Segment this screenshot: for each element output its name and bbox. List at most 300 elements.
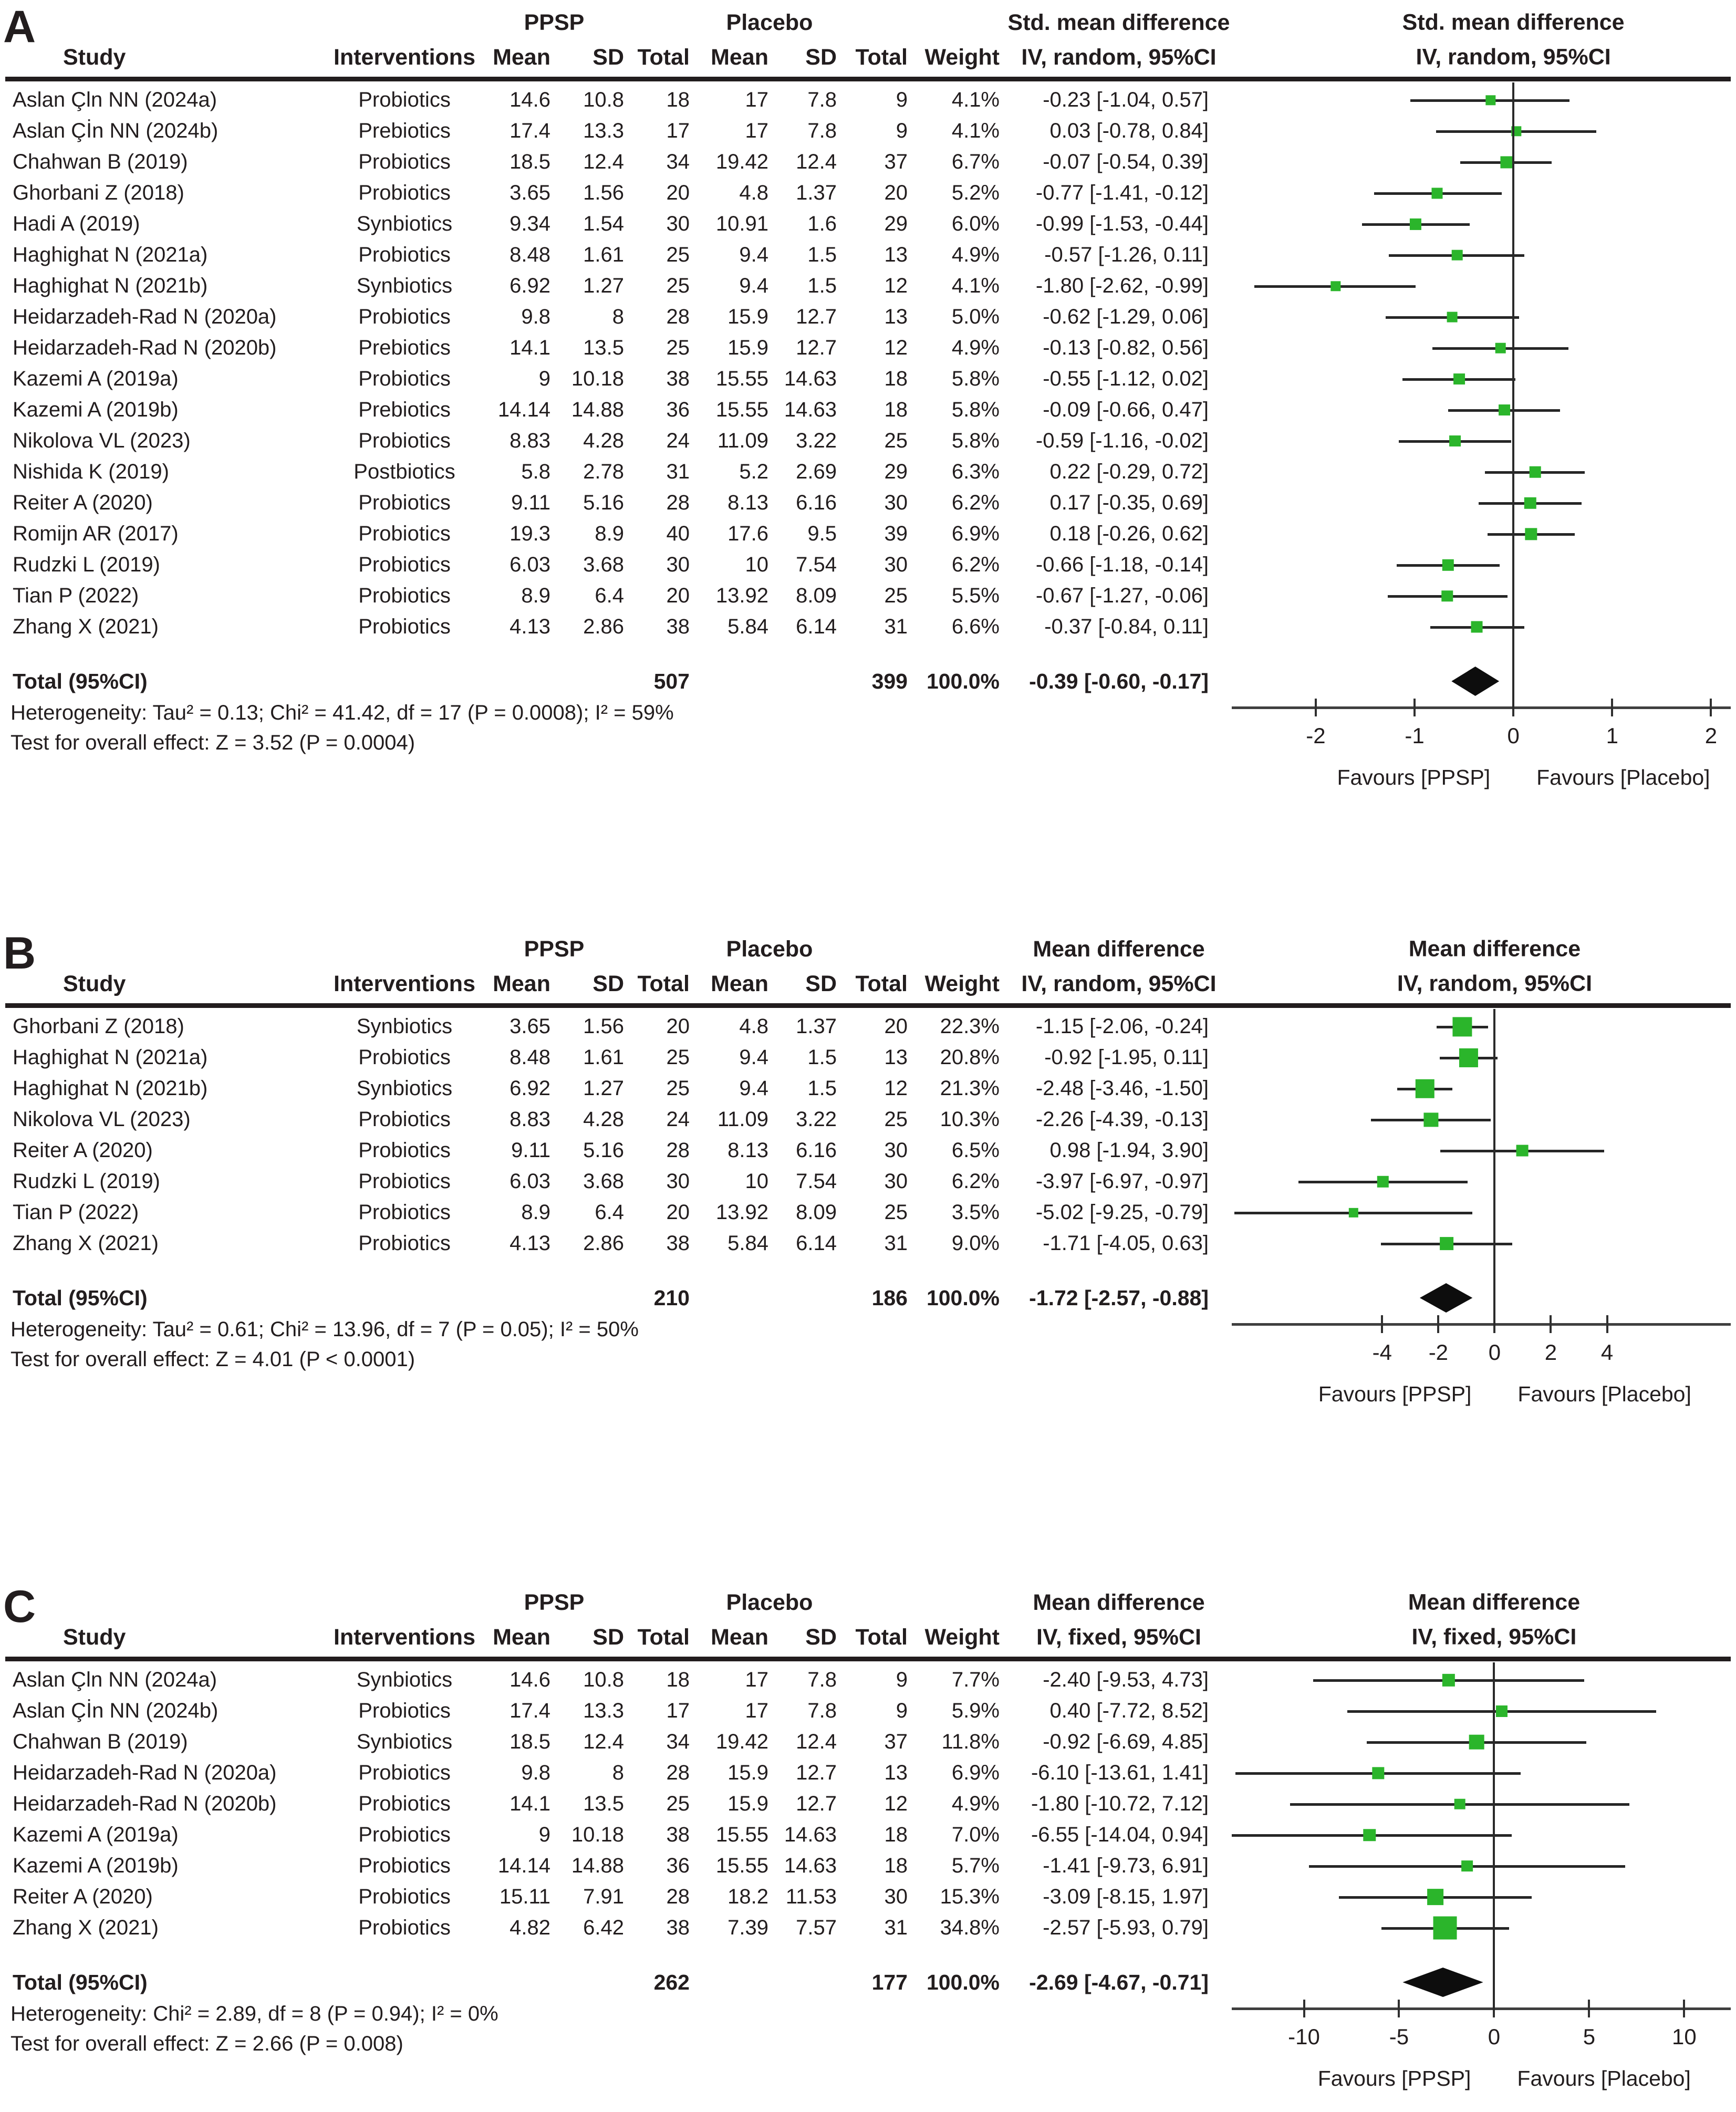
cell-mean-ppsp: 5.8	[521, 460, 550, 483]
cell-study-name: Kazemi A (2019b)	[13, 1854, 179, 1877]
cell-sd-ppsp: 3.68	[583, 553, 624, 576]
cell-weight: 9.0%	[951, 1232, 1000, 1255]
study-row	[5, 611, 1731, 642]
effect-marker	[1471, 621, 1483, 633]
column-header-sd-ppsp: SD	[592, 1624, 624, 1650]
cell-forest-plot	[1232, 1912, 1731, 1943]
cell-mean-ppsp: 9.34	[510, 212, 550, 235]
cell-mean-placebo: 8.13	[727, 1139, 768, 1162]
cell-ci-text: 0.40 [-7.72, 8.52]	[1049, 1699, 1209, 1722]
effect-marker	[1449, 435, 1461, 447]
cell-sd-placebo: 8.09	[796, 584, 837, 607]
cell-sd-placebo: 12.7	[796, 336, 837, 359]
cell-forest-plot	[1232, 85, 1731, 116]
axis-tick	[1437, 1315, 1439, 1333]
cell-ci-text: -0.92 [-1.95, 0.11]	[1044, 1046, 1209, 1069]
cell-weight: 6.9%	[951, 522, 1000, 545]
axis-tick-label: -5	[1389, 2024, 1409, 2049]
plot-column-header	[1232, 1585, 1731, 1620]
column-header-total-ppsp: Total	[637, 1624, 690, 1650]
cell-forest-plot	[1232, 1073, 1731, 1104]
cell-ci-text: 0.03 [-0.78, 0.84]	[1049, 119, 1209, 142]
effect-marker	[1516, 1145, 1528, 1157]
cell-sd-placebo: 12.4	[796, 150, 837, 173]
cell-study-name: Ghorbani Z (2018)	[13, 1015, 184, 1038]
cell-mean-placebo: 15.9	[727, 1761, 768, 1784]
study-row	[5, 1912, 1731, 1943]
effect-marker	[1364, 1829, 1376, 1841]
effect-marker	[1485, 95, 1495, 105]
cell-sd-placebo: 1.37	[796, 181, 837, 204]
cell-mean-ppsp: 9	[538, 1823, 550, 1846]
total-forest-plot	[1232, 1965, 1731, 1999]
axis-tick	[1381, 1315, 1383, 1333]
cell-weight: 22.3%	[940, 1015, 1000, 1038]
cell-total-ppsp: 18	[666, 1668, 690, 1691]
column-header-sd-placebo: SD	[805, 971, 837, 996]
cell-sd-placebo: 8.09	[796, 1201, 837, 1224]
cell-total-placebo: 30	[884, 1139, 908, 1162]
cell-sd-ppsp: 13.5	[583, 336, 624, 359]
axis-tick-label: -10	[1288, 2024, 1320, 2049]
cell-mean-ppsp: 14.6	[510, 88, 550, 111]
cell-intervention: Prebiotics	[358, 398, 451, 421]
cell-mean-placebo: 4.8	[739, 1015, 768, 1038]
study-row	[5, 332, 1731, 363]
cell-mean-ppsp: 8.9	[521, 584, 550, 607]
study-row	[5, 580, 1731, 611]
effect-marker	[1427, 1889, 1444, 1906]
cell-mean-ppsp: 8.83	[510, 1108, 550, 1131]
column-header-total-placebo: Total	[855, 1624, 908, 1650]
cell-weight: 7.7%	[951, 1668, 1000, 1691]
cell-total-placebo: 12	[884, 1077, 908, 1100]
zero-reference-line	[1493, 1662, 1495, 2010]
effect-marker	[1452, 249, 1463, 261]
cell-total-placebo: 18	[884, 367, 908, 390]
total-ppsp-n: 262	[653, 1970, 690, 1994]
axis-tick-label: 0	[1488, 2024, 1501, 2049]
cell-sd-ppsp: 7.91	[583, 1885, 624, 1908]
column-header-study: Study	[63, 971, 126, 996]
plot-model-header	[1232, 40, 1731, 75]
cell-forest-plot	[1232, 1042, 1731, 1073]
cell-intervention: Synbiotics	[356, 1077, 453, 1100]
cell-sd-ppsp: 6.4	[595, 584, 624, 607]
cell-mean-placebo: 5.84	[727, 615, 768, 638]
total-forest-plot	[1232, 664, 1731, 698]
cell-ci-text: -0.37 [-0.84, 0.11]	[1044, 615, 1209, 638]
cell-sd-placebo: 3.22	[796, 1108, 837, 1131]
axis-tick-label: -1	[1405, 723, 1425, 748]
cell-forest-plot	[1232, 178, 1731, 209]
cell-total-placebo: 30	[884, 491, 908, 514]
cell-total-ppsp: 36	[666, 1854, 690, 1877]
cell-total-ppsp: 20	[666, 181, 690, 204]
cell-total-placebo: 37	[884, 150, 908, 173]
cell-study-name: Nishida K (2019)	[13, 460, 169, 483]
cell-sd-placebo: 14.63	[784, 398, 837, 421]
spacer	[5, 642, 1731, 664]
cell-mean-ppsp: 4.82	[510, 1916, 550, 1939]
group1-header: PPSP	[524, 1589, 585, 1615]
study-row	[5, 1228, 1731, 1259]
panel-label-c: C	[3, 1582, 36, 1632]
cell-forest-plot	[1232, 147, 1731, 178]
cell-mean-placebo: 9.4	[739, 1077, 768, 1100]
panel-footer	[5, 1999, 1731, 2112]
cell-mean-ppsp: 9.11	[511, 491, 550, 514]
cell-sd-ppsp: 2.86	[583, 615, 624, 638]
cell-total-ppsp: 28	[666, 1761, 690, 1784]
axis-tick-label: 2	[1544, 1340, 1557, 1365]
forest-plot-panel-a	[0, 2, 1736, 811]
cell-mean-ppsp: 15.11	[499, 1885, 550, 1908]
effect-column-header: Std. mean difference	[1007, 9, 1230, 35]
cell-forest-plot	[1232, 1135, 1731, 1166]
cell-sd-ppsp: 10.8	[583, 88, 624, 111]
cell-total-placebo: 18	[884, 1823, 908, 1846]
cell-forest-plot	[1232, 1881, 1731, 1912]
cell-intervention: Probiotics	[358, 1699, 451, 1722]
cell-mean-placebo: 11.09	[717, 429, 768, 452]
cell-mean-placebo: 10	[745, 1170, 768, 1193]
cell-total-placebo: 31	[884, 1916, 908, 1939]
axis-area	[1232, 1315, 1731, 1428]
cell-weight: 5.8%	[951, 429, 1000, 452]
study-row	[5, 85, 1731, 116]
column-header-mean-placebo: Mean	[711, 1624, 768, 1650]
axis-tick	[1606, 1315, 1608, 1333]
cell-sd-ppsp: 1.54	[583, 212, 624, 235]
cell-total-placebo: 30	[884, 1170, 908, 1193]
cell-study-name: Heidarzadeh-Rad N (2020b)	[13, 1792, 277, 1815]
cell-intervention: Probiotics	[358, 181, 451, 204]
study-row	[5, 178, 1731, 209]
effect-marker	[1453, 373, 1465, 385]
cell-mean-placebo: 5.84	[727, 1232, 768, 1255]
cell-intervention: Synbiotics	[356, 1668, 453, 1691]
cell-ci-text: 0.98 [-1.94, 3.90]	[1049, 1139, 1209, 1162]
cell-sd-ppsp: 8	[612, 1761, 624, 1784]
group-header-row	[5, 1585, 1731, 1620]
effect-marker	[1529, 466, 1541, 478]
cell-mean-placebo: 5.2	[739, 460, 768, 483]
axis-tick	[1588, 2000, 1590, 2017]
cell-sd-placebo: 14.63	[784, 1823, 837, 1846]
cell-intervention: Synbiotics	[356, 1730, 453, 1753]
cell-weight: 6.7%	[951, 150, 1000, 173]
cell-mean-placebo: 4.8	[739, 181, 768, 204]
cell-total-ppsp: 38	[666, 1916, 690, 1939]
cell-sd-placebo: 1.5	[807, 1077, 837, 1100]
study-row	[5, 209, 1731, 240]
cell-total-placebo: 18	[884, 398, 908, 421]
axis-tick	[1315, 699, 1317, 716]
study-row	[5, 270, 1731, 301]
total-placebo-n: 177	[871, 1970, 908, 1994]
favours-left-label: Favours [PPSP]	[1318, 1382, 1472, 1406]
cell-total-ppsp: 36	[666, 398, 690, 421]
cell-sd-placebo: 7.8	[807, 1668, 837, 1691]
cell-sd-placebo: 14.63	[784, 1854, 837, 1877]
cell-sd-placebo: 1.6	[807, 212, 837, 235]
axis-tick	[1398, 2000, 1400, 2017]
cell-total-ppsp: 28	[666, 1885, 690, 1908]
cell-sd-ppsp: 1.27	[583, 1077, 624, 1100]
column-header-row	[5, 966, 1731, 1001]
cell-intervention: Synbiotics	[356, 1015, 453, 1038]
cell-sd-ppsp: 6.4	[595, 1201, 624, 1224]
cell-weight: 6.0%	[951, 212, 1000, 235]
cell-weight: 4.9%	[951, 1792, 1000, 1815]
effect-marker	[1433, 1916, 1457, 1940]
cell-sd-ppsp: 10.18	[571, 367, 624, 390]
study-row	[5, 1166, 1731, 1197]
study-row	[5, 518, 1731, 549]
column-header-interventions: Interventions	[334, 971, 475, 996]
cell-sd-ppsp: 10.8	[583, 1668, 624, 1691]
cell-sd-ppsp: 2.86	[583, 1232, 624, 1255]
study-row	[5, 1197, 1731, 1228]
cell-weight: 5.2%	[951, 181, 1000, 204]
cell-ci-text: -0.59 [-1.16, -0.02]	[1035, 429, 1209, 452]
column-header-total-placebo: Total	[855, 44, 908, 70]
cell-total-ppsp: 34	[666, 1730, 690, 1753]
cell-sd-placebo: 12.7	[796, 1761, 837, 1784]
axis-tick-label: 0	[1488, 1340, 1501, 1365]
cell-total-placebo: 13	[884, 243, 908, 266]
cell-study-name: Haghighat N (2021a)	[13, 1046, 208, 1069]
cell-sd-placebo: 2.69	[796, 460, 837, 483]
cell-sd-ppsp: 14.88	[571, 1854, 624, 1877]
cell-weight: 4.9%	[951, 336, 1000, 359]
cell-forest-plot	[1232, 116, 1731, 147]
pooled-diamond	[1420, 1283, 1472, 1313]
cell-total-placebo: 37	[884, 1730, 908, 1753]
cell-ci-text: 0.22 [-0.29, 0.72]	[1049, 460, 1209, 483]
cell-forest-plot	[1232, 1788, 1731, 1819]
cell-mean-ppsp: 6.03	[510, 1170, 550, 1193]
cell-total-ppsp: 30	[666, 553, 690, 576]
header-divider-rule	[5, 1657, 1731, 1661]
cell-ci-text: -0.66 [-1.18, -0.14]	[1035, 553, 1209, 576]
cell-forest-plot	[1232, 611, 1731, 642]
effect-marker	[1447, 311, 1458, 322]
cell-study-name: Zhang X (2021)	[13, 1916, 159, 1939]
favours-right-label: Favours [Placebo]	[1517, 1382, 1691, 1406]
cell-ci-text: -6.55 [-14.04, 0.94]	[1031, 1823, 1209, 1846]
cell-weight: 6.2%	[951, 491, 1000, 514]
cell-weight: 6.6%	[951, 615, 1000, 638]
cell-sd-placebo: 7.8	[807, 119, 837, 142]
cell-forest-plot	[1232, 1695, 1731, 1726]
cell-mean-placebo: 17	[745, 88, 768, 111]
cell-intervention: Probiotics	[358, 584, 451, 607]
axis-tick-label: -2	[1306, 723, 1326, 748]
cell-forest-plot	[1232, 425, 1731, 456]
cell-mean-placebo: 15.55	[715, 1854, 768, 1877]
cell-intervention: Probiotics	[358, 1170, 451, 1193]
cell-forest-plot	[1232, 394, 1731, 425]
effect-marker	[1441, 590, 1452, 601]
cell-mean-ppsp: 14.6	[510, 1668, 550, 1691]
group2-header: Placebo	[726, 9, 813, 35]
cell-weight: 5.5%	[951, 584, 1000, 607]
cell-mean-ppsp: 6.03	[510, 553, 550, 576]
cell-study-name: Rudzki L (2019)	[13, 1170, 160, 1193]
heterogeneity-text: Heterogeneity: Tau² = 0.61; Chi² = 13.96, df = 7 (P = 0.05); I² = 50%	[11, 1318, 639, 1341]
axis-tick-label: 0	[1507, 723, 1520, 748]
cell-ci-text: -3.09 [-8.15, 1.97]	[1043, 1885, 1209, 1908]
cell-total-ppsp: 28	[666, 1139, 690, 1162]
cell-forest-plot	[1232, 1228, 1731, 1259]
cell-intervention: Probiotics	[358, 367, 451, 390]
cell-ci-text: -5.02 [-9.25, -0.79]	[1035, 1201, 1209, 1224]
cell-weight: 3.5%	[951, 1201, 1000, 1224]
cell-intervention: Probiotics	[358, 1854, 451, 1877]
cell-forest-plot	[1232, 487, 1731, 518]
cell-mean-placebo: 9.4	[739, 274, 768, 297]
column-header-interventions: Interventions	[334, 1624, 475, 1650]
study-row	[5, 1042, 1731, 1073]
plot-column-header	[1232, 5, 1731, 40]
cell-study-name: Nikolova VL (2023)	[13, 1108, 191, 1131]
column-header-mean-ppsp: Mean	[493, 1624, 550, 1650]
cell-sd-placebo: 7.8	[807, 1699, 837, 1722]
cell-intervention: Probiotics	[358, 243, 451, 266]
cell-mean-ppsp: 9.8	[521, 305, 550, 328]
study-row	[5, 240, 1731, 270]
column-header-mean-ppsp: Mean	[493, 44, 550, 70]
plot-column-header-text: Mean difference	[1408, 1589, 1581, 1615]
cell-ci-text: -2.40 [-9.53, 4.73]	[1043, 1668, 1209, 1691]
effect-marker	[1524, 497, 1536, 508]
pooled-diamond	[1402, 1968, 1483, 1997]
cell-total-placebo: 13	[884, 1046, 908, 1069]
cell-mean-placebo: 7.39	[727, 1916, 768, 1939]
cell-mean-ppsp: 9.11	[511, 1139, 550, 1162]
total-label: Total (95%CI)	[13, 1970, 148, 1994]
cell-mean-ppsp: 3.65	[510, 181, 550, 204]
study-row	[5, 363, 1731, 394]
cell-ci-text: -1.71 [-4.05, 0.63]	[1043, 1232, 1209, 1255]
cell-forest-plot	[1232, 1757, 1731, 1788]
effect-marker	[1499, 404, 1510, 416]
cell-study-name: Zhang X (2021)	[13, 615, 159, 638]
cell-weight: 4.9%	[951, 243, 1000, 266]
cell-mean-placebo: 8.13	[727, 491, 768, 514]
cell-total-placebo: 18	[884, 1854, 908, 1877]
total-ci-text: -2.69 [-4.67, -0.71]	[1029, 1970, 1209, 1994]
cell-weight: 6.5%	[951, 1139, 1000, 1162]
x-axis-line	[1232, 706, 1731, 709]
cell-sd-placebo: 6.14	[796, 615, 837, 638]
cell-sd-ppsp: 10.18	[571, 1823, 624, 1846]
plot-column-header-text: Mean difference	[1408, 936, 1581, 962]
axis-tick-label: 4	[1600, 1340, 1614, 1365]
total-label: Total (95%CI)	[13, 669, 148, 693]
total-row	[5, 664, 1731, 698]
cell-intervention: Postbiotics	[354, 460, 455, 483]
cell-sd-placebo: 12.7	[796, 305, 837, 328]
cell-ci-text: -0.23 [-1.04, 0.57]	[1043, 88, 1209, 111]
cell-mean-placebo: 19.42	[715, 1730, 768, 1753]
cell-study-name: Haghighat N (2021a)	[13, 243, 208, 266]
effect-marker	[1495, 342, 1506, 353]
study-row	[5, 147, 1731, 178]
cell-mean-ppsp: 19.3	[510, 522, 550, 545]
spacer	[5, 1259, 1731, 1281]
cell-sd-placebo: 6.14	[796, 1232, 837, 1255]
study-row	[5, 1819, 1731, 1850]
column-header-weight: Weight	[924, 971, 1000, 996]
cell-total-ppsp: 17	[666, 119, 690, 142]
column-header-interventions: Interventions	[334, 44, 475, 70]
study-row	[5, 1850, 1731, 1881]
axis-tick	[1550, 1315, 1552, 1333]
cell-mean-placebo: 17	[745, 1699, 768, 1722]
stats-text-block	[5, 1315, 1232, 1375]
cell-mean-placebo: 13.92	[715, 584, 768, 607]
cell-mean-placebo: 11.09	[717, 1108, 768, 1131]
cell-forest-plot	[1232, 1011, 1731, 1042]
effect-marker	[1372, 1767, 1384, 1779]
cell-forest-plot	[1232, 301, 1731, 332]
cell-sd-placebo: 6.16	[796, 491, 837, 514]
cell-total-placebo: 9	[896, 1699, 908, 1722]
cell-mean-ppsp: 9.8	[521, 1761, 550, 1784]
cell-total-ppsp: 24	[666, 429, 690, 452]
plot-model-header-text: IV, random, 95%CI	[1397, 971, 1593, 996]
group2-header: Placebo	[726, 1589, 813, 1615]
effect-marker	[1500, 156, 1512, 168]
cell-mean-placebo: 9.4	[739, 1046, 768, 1069]
cell-intervention: Probiotics	[358, 1823, 451, 1846]
cell-sd-placebo: 11.53	[785, 1885, 837, 1908]
cell-study-name: Kazemi A (2019a)	[13, 1823, 179, 1846]
study-row	[5, 1135, 1731, 1166]
cell-ci-text: -1.41 [-9.73, 6.91]	[1043, 1854, 1209, 1877]
cell-study-name: Ghorbani Z (2018)	[13, 181, 184, 204]
study-row	[5, 394, 1731, 425]
cell-weight: 6.2%	[951, 1170, 1000, 1193]
cell-study-name: Kazemi A (2019a)	[13, 367, 179, 390]
cell-weight: 7.0%	[951, 1823, 1000, 1846]
cell-sd-placebo: 1.5	[807, 243, 837, 266]
favours-right-label: Favours [Placebo]	[1517, 2066, 1691, 2090]
cell-forest-plot	[1232, 580, 1731, 611]
cell-ci-text: -6.10 [-13.61, 1.41]	[1031, 1761, 1209, 1784]
cell-forest-plot	[1232, 456, 1731, 487]
cell-sd-ppsp: 8.9	[595, 522, 624, 545]
cell-total-ppsp: 40	[666, 522, 690, 545]
cell-total-ppsp: 20	[666, 584, 690, 607]
cell-study-name: Haghighat N (2021b)	[13, 1077, 208, 1100]
study-row	[5, 1104, 1731, 1135]
effect-marker	[1459, 1048, 1478, 1067]
cell-mean-placebo: 15.55	[715, 1823, 768, 1846]
cell-study-name: Reiter A (2020)	[13, 1885, 153, 1908]
effect-marker	[1452, 1017, 1472, 1036]
cell-study-name: Hadi A (2019)	[13, 212, 140, 235]
cell-intervention: Probiotics	[358, 1792, 451, 1815]
cell-study-name: Aslan Çln NN (2024a)	[13, 1668, 217, 1691]
cell-sd-ppsp: 4.28	[583, 1108, 624, 1131]
effect-column-header: Mean difference	[1033, 936, 1205, 962]
cell-total-placebo: 25	[884, 584, 908, 607]
favours-left-label: Favours [PPSP]	[1337, 765, 1491, 789]
